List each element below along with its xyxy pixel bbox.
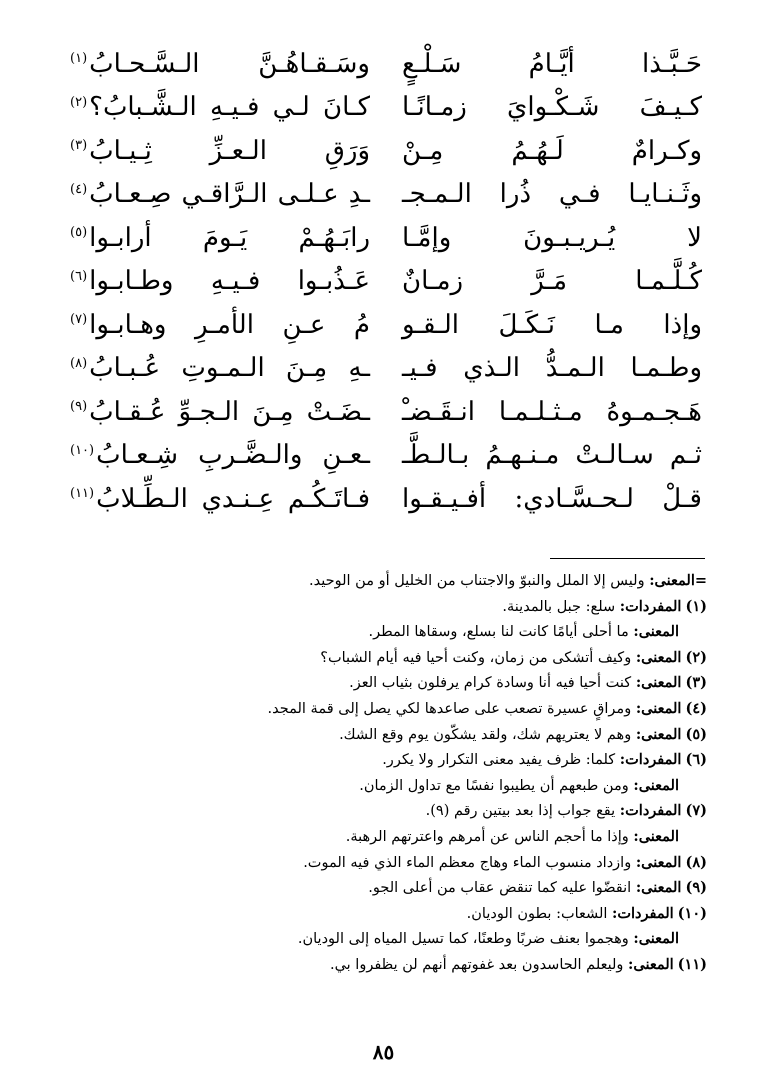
- verse-second-hemistich-wrap: [70, 266, 370, 297]
- verse-second-hemistich-wrap: [70, 135, 370, 166]
- footnote-line: [47, 926, 707, 952]
- footnote-label: المعنى:: [635, 725, 682, 743]
- footnote-reference[interactable]: (٨): [70, 355, 88, 371]
- verse-second-hemistich: مُ عـنِ الأمـرِ وهـابـوا: [89, 309, 370, 340]
- footnote-reference[interactable]: (٧): [70, 312, 88, 328]
- footnote-reference[interactable]: (١): [70, 51, 88, 67]
- footnote-line: [47, 568, 707, 594]
- verse: [70, 173, 702, 217]
- footnote-label: المعنى:: [635, 699, 682, 717]
- footnote-line: [47, 850, 707, 876]
- verse-second-hemistich: وَرَقِ الـعـزِّ ثِـيـابُ: [89, 135, 370, 166]
- footnote-line: [47, 696, 707, 722]
- verse-first-hemistich: لا يُـريـبـونَ وإمَّـا: [402, 222, 702, 253]
- verse-first-hemistich: وكـرامٌ لَـهُـمُ مِـنْ: [402, 135, 702, 166]
- footnote-number: (٣): [685, 674, 707, 692]
- footnote-label: المعنى:: [633, 776, 679, 794]
- verse: [70, 347, 702, 391]
- footnote-text: وليس إلا الملل والنبوّ والاجتناب من الخليل أو من الوحيد.: [309, 573, 645, 589]
- page-number: ٨٥: [372, 1040, 395, 1064]
- footnote-separator: [550, 558, 705, 559]
- verse-second-hemistich-wrap: [70, 440, 370, 471]
- footnote-reference[interactable]: (٦): [70, 268, 88, 284]
- footnote-text: ومن طبعهم أن يطيبوا نفسًا مع تداول الزمان.: [359, 777, 629, 794]
- verse-first-hemistich: وطـمـا الـمـدُّ الـذي فـيـ: [402, 353, 702, 384]
- verse-second-hemistich: رابَـهُـمْ يَـومَ أرابـوا: [89, 222, 370, 253]
- verse-first-hemistich: وإذا مـا نَـكَـلَ الـقـو: [402, 309, 702, 340]
- footnote-reference[interactable]: (٤): [70, 181, 88, 197]
- footnote-reference[interactable]: (٣): [70, 138, 88, 154]
- verse-first-hemistich: ثـم سـالـتْ مـنـهـمُ بـالـطَّـ: [402, 440, 702, 471]
- verse: [70, 390, 702, 434]
- footnote-line: [47, 747, 707, 773]
- verse-second-hemistich: ـعـنِ والـضَّـربِ شِـعـابُ: [96, 440, 370, 471]
- verse: [70, 86, 702, 130]
- footnote-number: (٩): [685, 879, 707, 897]
- footnote-text: وهم لا يعتريهم شك، ولقد يشكّون يوم وقع الشك.: [339, 726, 632, 743]
- footnote-text: ومراقٍ عسيرة تصعب على صاعدها لكي يصل إلى قمة المجد.: [267, 700, 632, 717]
- verse-first-hemistich: وثَـنـايـا فـي ذُرا الـمـجـ: [402, 179, 702, 210]
- footnote-text: الشعاب: بطون الوديان.: [466, 905, 608, 922]
- verse: [70, 434, 702, 478]
- footnote-text: يقع جواب إذا بعد بيتين رقم (٩).: [425, 803, 616, 820]
- footnote-label: المعنى:: [633, 623, 679, 641]
- verse-second-hemistich-wrap: [70, 92, 370, 123]
- footnote-reference[interactable]: (٥): [70, 225, 88, 241]
- verse-first-hemistich: كُـلَّـمـا مَـرَّ زمـانٌ: [402, 266, 702, 297]
- footnote-line: [47, 722, 707, 748]
- footnote-number: (٢): [685, 648, 707, 666]
- verse: [70, 260, 702, 304]
- footnote-number: (٥): [685, 725, 707, 743]
- footnote-text: وهجموا بعنف ضربًا وطعنًا، كما تسيل المياه إلى الوديان.: [297, 931, 629, 948]
- footnote-line: [47, 875, 707, 901]
- footnote-text: وازداد منسوب الماء وهاج معظم الماء الذي فيه الموت.: [303, 854, 632, 871]
- verse-second-hemistich: وسَـقـاهُـنَّ الـسَّـحـابُ: [89, 48, 370, 79]
- verse-second-hemistich: عَـذُبـوا فـيـهِ وطـابـوا: [89, 266, 370, 297]
- footnote-text: كلما: ظرف يفيد معنى التكرار ولا يكرر.: [382, 752, 616, 769]
- verse: [70, 477, 702, 521]
- verse: [70, 216, 702, 260]
- verse-first-hemistich: هَـجـمـوهُ مـثـلـمـا انـقَـضـْ: [402, 396, 702, 427]
- footnote-line: [47, 824, 707, 850]
- footnote-number: (١١): [677, 955, 707, 973]
- footnote-label: المعنى:: [635, 853, 682, 871]
- poem: [70, 42, 702, 521]
- footnote-line: [47, 901, 707, 927]
- footnote-reference[interactable]: (٩): [70, 399, 88, 415]
- footnote-text: سلع: جبل بالمدينة.: [502, 598, 616, 615]
- verse-second-hemistich: ـضَـتْ مِـنَ الـجـوِّ عُـقـابُ: [89, 396, 370, 427]
- verse-second-hemistich-wrap: [70, 179, 370, 210]
- footnote-reference[interactable]: (٢): [70, 94, 88, 110]
- footnote-number: (١٠): [677, 904, 707, 922]
- footnote-line: [47, 645, 707, 671]
- verse: [70, 42, 702, 86]
- footnote-text: وإذا ما أحجم الناس عن أمرهم واعترتهم الرهبة.: [345, 828, 629, 845]
- footnote-label: المعنى:: [635, 879, 682, 897]
- footnote-label: المفردات:: [612, 904, 674, 922]
- footnote-reference[interactable]: (١١): [70, 486, 95, 502]
- footnote-text: كنت أحيا فيه أنا وسادة كرام يرفلون بثياب العز.: [349, 675, 632, 692]
- footnote-number: (١): [685, 597, 707, 615]
- footnote-label: المعنى:: [635, 674, 682, 692]
- verse-second-hemistich-wrap: [70, 48, 370, 79]
- footnote-label: =المعنى:: [649, 572, 707, 589]
- verse-second-hemistich-wrap: [70, 353, 370, 384]
- footnote-line: [47, 773, 707, 799]
- footnote-number: (٦): [685, 751, 707, 769]
- footnote-label: المعنى:: [633, 930, 679, 948]
- verse-second-hemistich: كـانَ لـي فـيـهِ الـشَّـبابُ؟: [89, 92, 370, 123]
- footnote-label: المفردات:: [619, 802, 682, 820]
- footnote-label: المفردات:: [619, 597, 682, 615]
- footnote-line: [47, 952, 707, 978]
- footnote-label: المعنى:: [633, 827, 679, 845]
- verse: [70, 303, 702, 347]
- footnote-number: (٧): [685, 802, 707, 820]
- footnote-reference[interactable]: (١٠): [70, 442, 95, 458]
- footnote-line: [47, 670, 707, 696]
- footnote-line: [47, 798, 707, 824]
- footnote-line: [47, 594, 707, 620]
- footnote-line: [47, 619, 707, 645]
- footnote-text: انقضّوا عليه كما تنقض عقاب من أعلى الجو.: [368, 880, 632, 897]
- verse-second-hemistich-wrap: [70, 309, 370, 340]
- verse-second-hemistich-wrap: [70, 396, 370, 427]
- footnote-label: المعنى:: [635, 648, 682, 666]
- verse-second-hemistich-wrap: [70, 483, 370, 514]
- footnotes: [47, 568, 707, 978]
- footnote-number: (٤): [685, 699, 707, 717]
- footnote-text: وليعلم الحاسدون بعد غفوتهم أنهم لن يظفروا بي.: [329, 956, 624, 973]
- verse-first-hemistich: قـلْ لـحـسَّـادي: أفـيـقـوا: [402, 483, 702, 514]
- verse-second-hemistich: ـدِ عـلـى الـرَّاقـي صِـعـابُ: [89, 179, 370, 210]
- footnote-label: المفردات:: [619, 751, 682, 769]
- verse-second-hemistich: ـهِ مِـنَ الـمـوتِ عُـبـابُ: [89, 353, 370, 384]
- footnote-text: وكيف أتشكى من زمان، وكنت أحيا فيه أيام الشباب؟: [320, 649, 632, 666]
- footnote-text: ما أحلى أيامًا كانت لنا بسلع، وسقاها المطر.: [368, 624, 629, 641]
- verse: [70, 129, 702, 173]
- verse-first-hemistich: حَـبَّـذا أيَّـامُ سَـلْـعٍ: [402, 48, 702, 79]
- footnote-label: المعنى:: [628, 955, 674, 973]
- verse-second-hemistich: فـاتَـكُـم عِـنـدي الـطِّـلابُ: [96, 483, 370, 514]
- verse-first-hemistich: كـيـفَ شَـكْـوايَ زمـانًـا: [402, 92, 702, 123]
- verse-second-hemistich-wrap: [70, 222, 370, 253]
- footnote-number: (٨): [685, 853, 707, 871]
